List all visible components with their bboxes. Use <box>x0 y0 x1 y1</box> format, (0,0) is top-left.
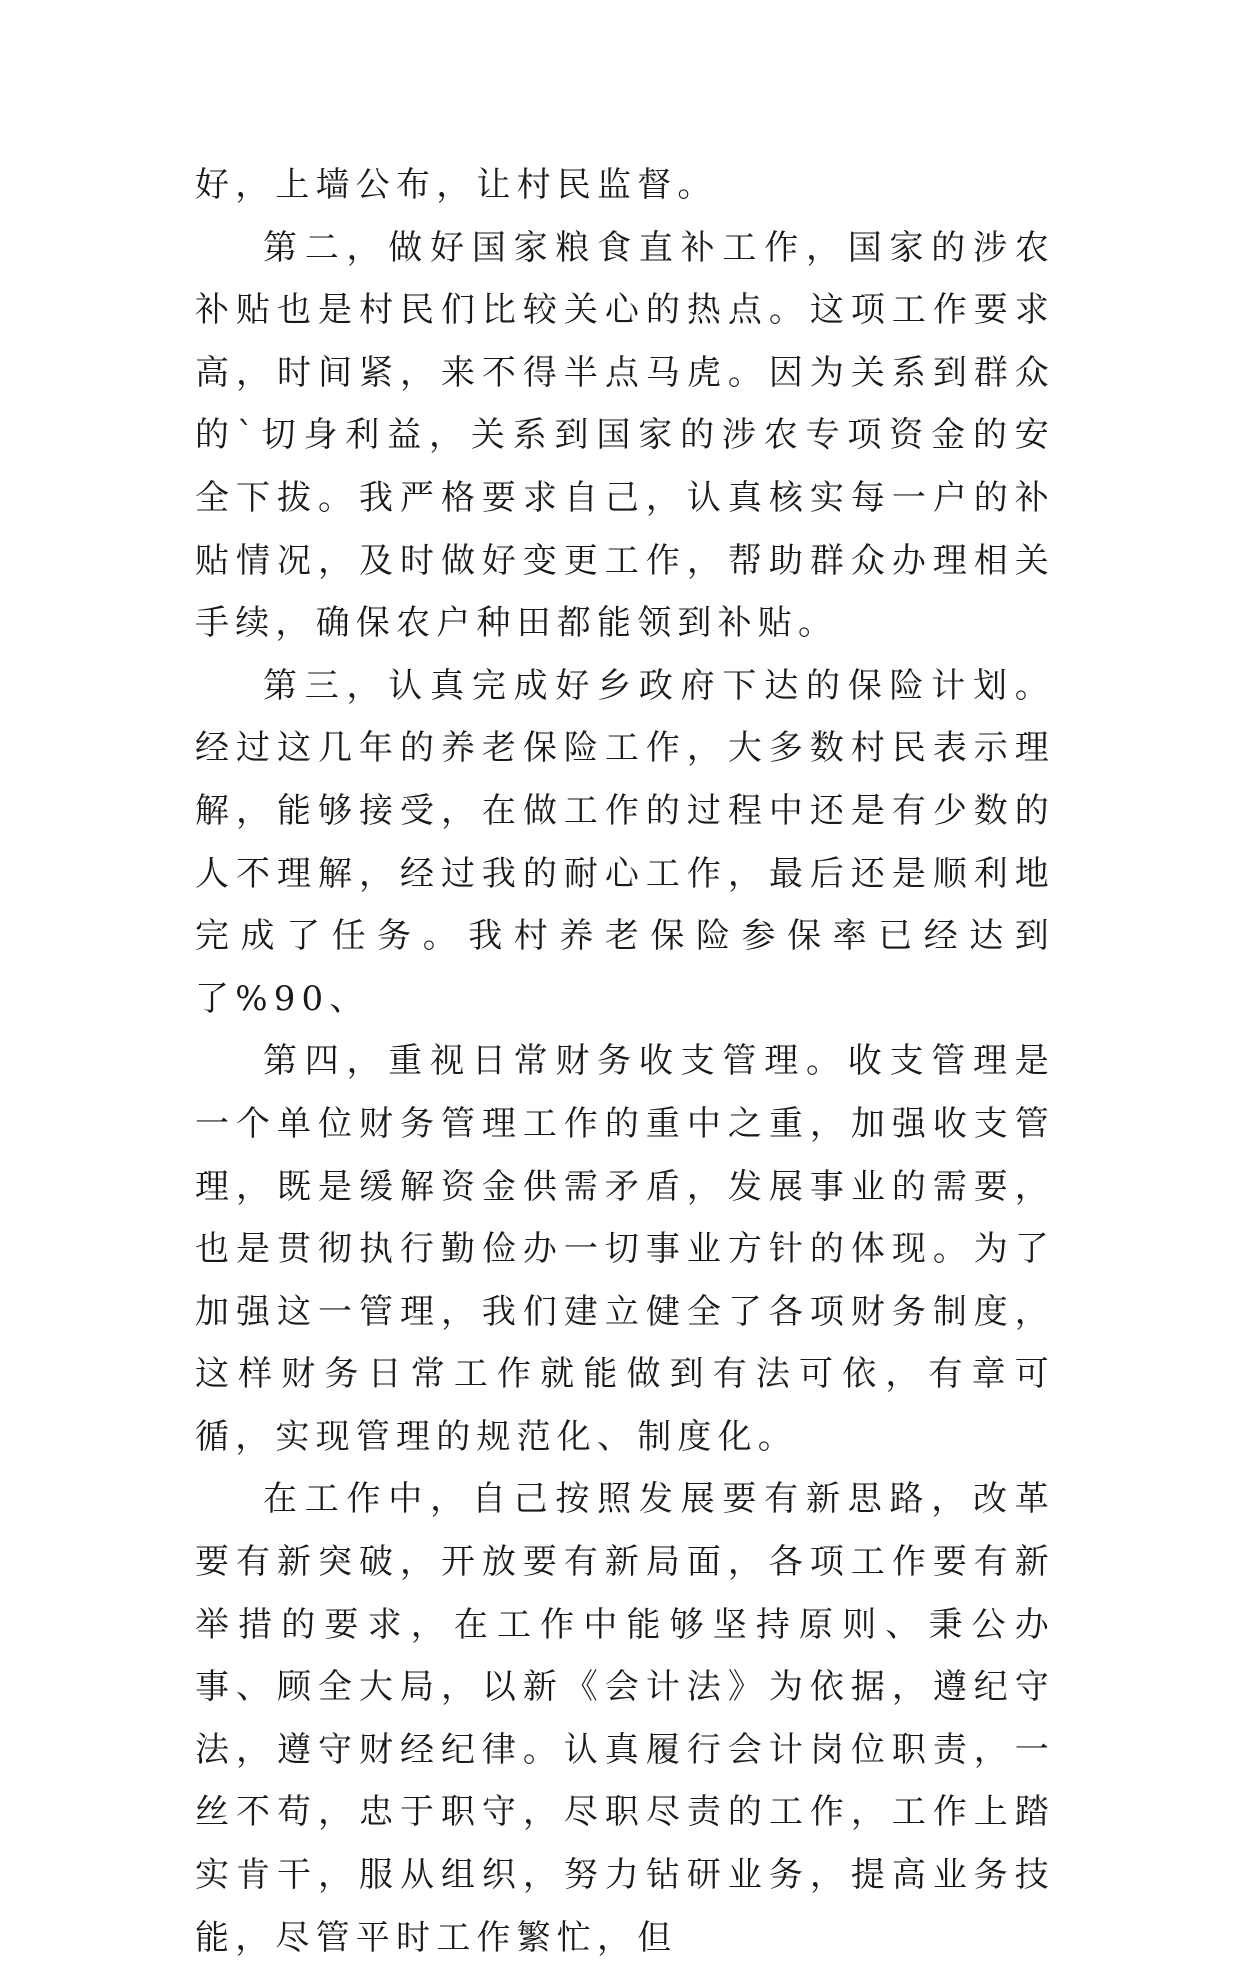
paragraph-continuation: 好，上墙公布，让村民监督。 <box>195 165 718 205</box>
paragraph-finance-management: 第四，重视日常财务收支管理。收支管理是一个单位财务管理工作的重中之重，加强收支管理，既是缓解资金供需矛盾，发展事业的需要，也是贯彻执行勤俭办一切事业方针的体现。为了加强这一管理，我们建立健全了各项财务制度，这样财务日常工作就能做到有法可依，有章可循，实现管理的规范化、制度化。 <box>195 1041 1055 1457</box>
paragraph-grain-subsidy: 第二，做好国家粮食直补工作，国家的涉农补贴也是村民们比较关心的热点。这项工作要求高，时间紧，来不得半点马虎。因为关系到群众的`切身利益，关系到国家的涉农专项资金的安全下拔。我严格要求自己，认真核实每一户的补贴情况，及时做好变更工作，帮助群众办理相关手续，确保农户种田都能领到补贴。 <box>195 227 1055 644</box>
paragraph-work-attitude: 在工作中，自己按照发展要有新思路，改革要有新突破，开放要有新局面，各项工作要有新举措的要求，在工作中能够坚持原则、秉公办事、顾全大局，以新《会计法》为依据，遵纪守法，遵守财经纪律。认真履行会计岗位职责，一丝不苟，忠于职守，尽职尽责的工作，工作上踏实肯干，服从组织，努力钻研业务，提高业务技能，尽管平时工作繁忙，但 <box>195 1479 1055 1958</box>
paragraph-insurance-plan: 第三，认真完成好乡政府下达的保险计划。经过这几年的养老保险工作，大多数村民表示理解，能够接受，在做工作的过程中还是有少数的人不理解，经过我的耐心工作，最后还是顺利地完成了任务。我村养老保险参保率已经达到了%90、 <box>195 665 1055 1019</box>
body-text <box>195 154 1055 1969</box>
